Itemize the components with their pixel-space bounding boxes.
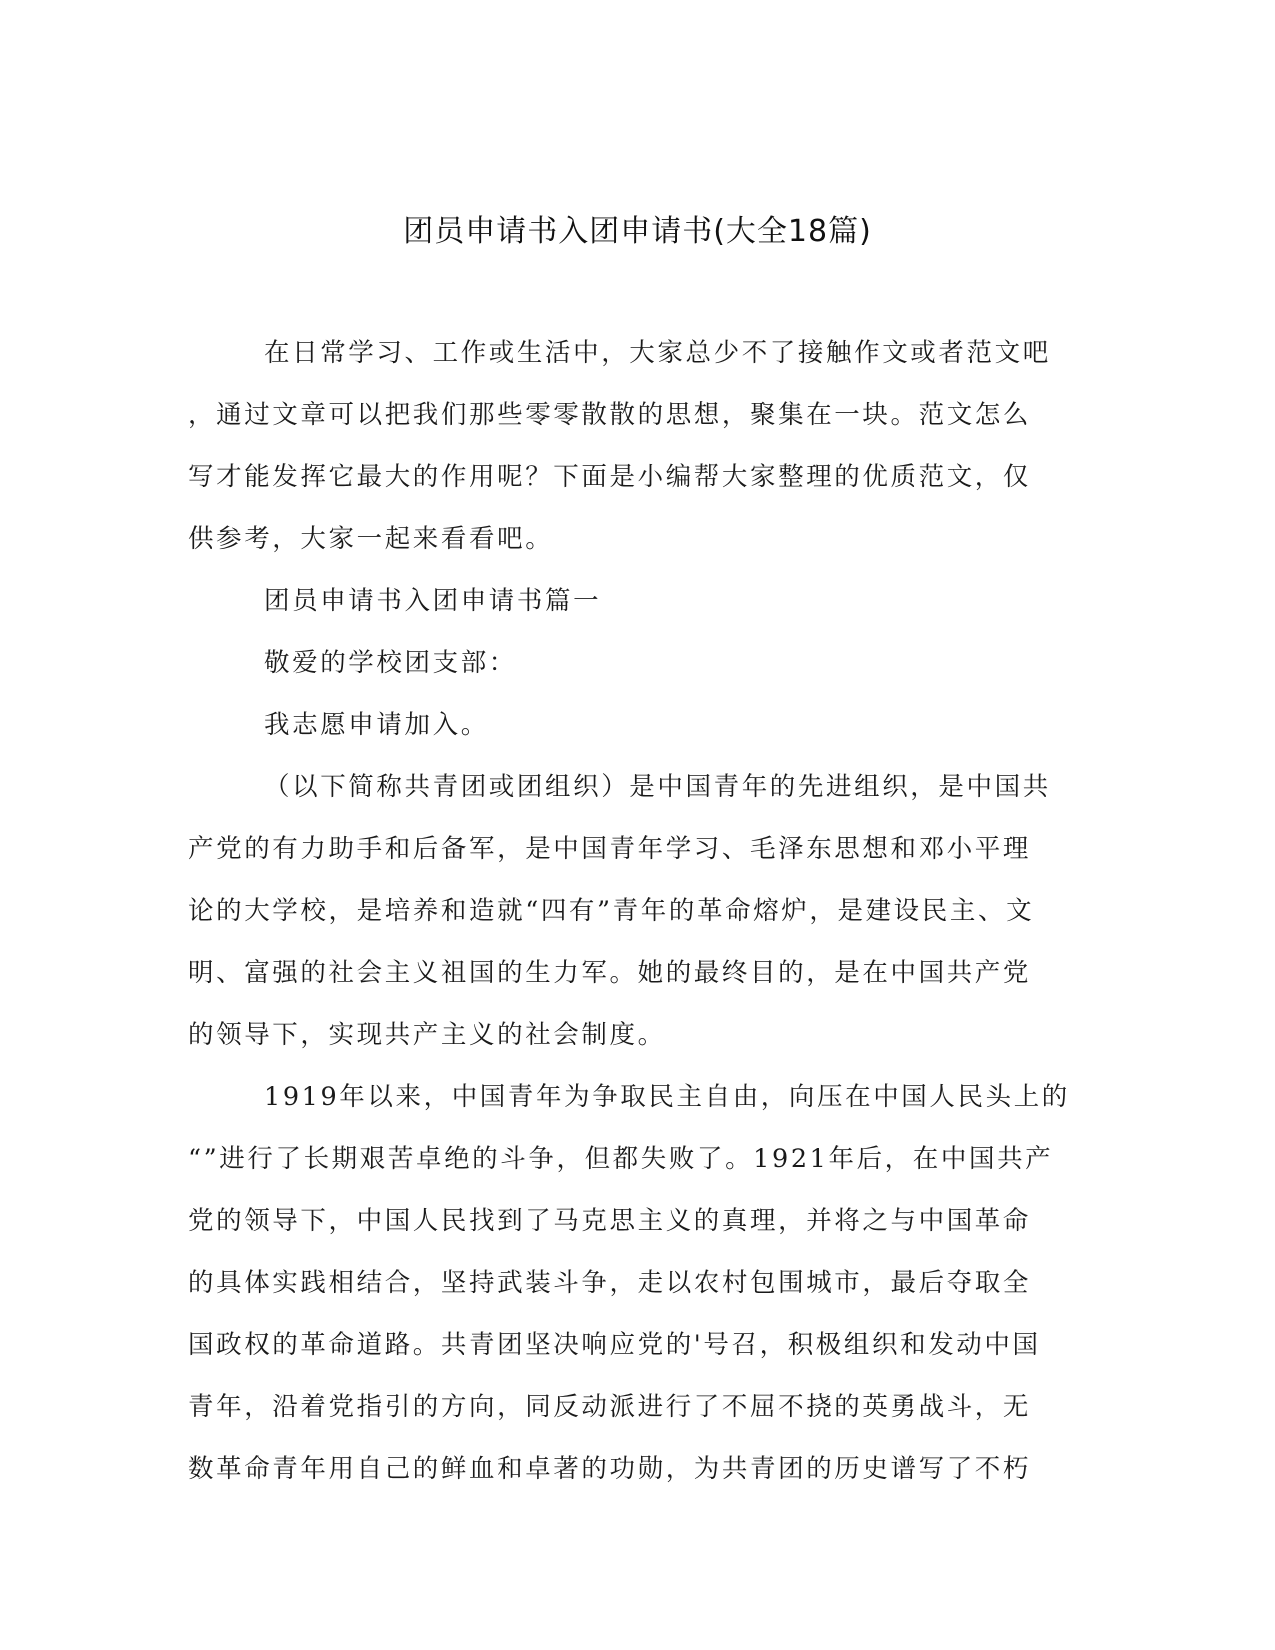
section-heading: 团员申请书入团申请书篇一 — [264, 586, 602, 616]
body-line: ，通过文章可以把我们那些零零散散的思想，聚集在一块。范文怎么 — [188, 400, 1032, 430]
body-line: 论的大学校，是培养和造就“四有”青年的革命熔炉，是建设民主、文 — [188, 896, 1035, 926]
body-line: 党的领导下，中国人民找到了马克思主义的真理，并将之与中国革命 — [188, 1206, 1032, 1236]
body-line: 数革命青年用自己的鲜血和卓著的功勋，为共青团的历史谱写了不朽 — [188, 1454, 1032, 1484]
body-line: 供参考，大家一起来看看吧。 — [188, 524, 554, 554]
body-line: “”进行了长期艰苦卓绝的斗争，但都失败了。1921年后，在中国共产 — [188, 1144, 1054, 1174]
body-line: 我志愿申请加入。 — [264, 710, 489, 740]
salutation: 敬爱的学校团支部： — [264, 648, 517, 678]
body-line: 产党的有力助手和后备军，是中国青年学习、毛泽东思想和邓小平理 — [188, 834, 1032, 864]
body-line: 1919年以来，中国青年为争取民主自由，向压在中国人民头上的 — [264, 1082, 1070, 1112]
document-title: 团员申请书入团申请书(大全18篇) — [403, 214, 872, 249]
document-body — [188, 322, 1088, 1500]
body-line: （以下简称共青团或团组织）是中国青年的先进组织，是中国共 — [264, 772, 1051, 802]
body-line: 在日常学习、工作或生活中，大家总少不了接触作文或者范文吧 — [264, 338, 1051, 368]
body-line: 国政权的革命道路。共青团坚决响应党的'号召，积极组织和发动中国 — [188, 1330, 1041, 1360]
body-line: 的具体实践相结合，坚持武装斗争，走以农村包围城市，最后夺取全 — [188, 1268, 1032, 1298]
body-line: 明、富强的社会主义祖国的生力军。她的最终目的，是在中国共产党 — [188, 958, 1032, 988]
body-line: 写才能发挥它最大的作用呢？下面是小编帮大家整理的优质范文，仅 — [188, 462, 1032, 492]
body-line: 的领导下，实现共产主义的社会制度。 — [188, 1020, 666, 1050]
body-line: 青年，沿着党指引的方向，同反动派进行了不屈不挠的英勇战斗，无 — [188, 1392, 1032, 1422]
